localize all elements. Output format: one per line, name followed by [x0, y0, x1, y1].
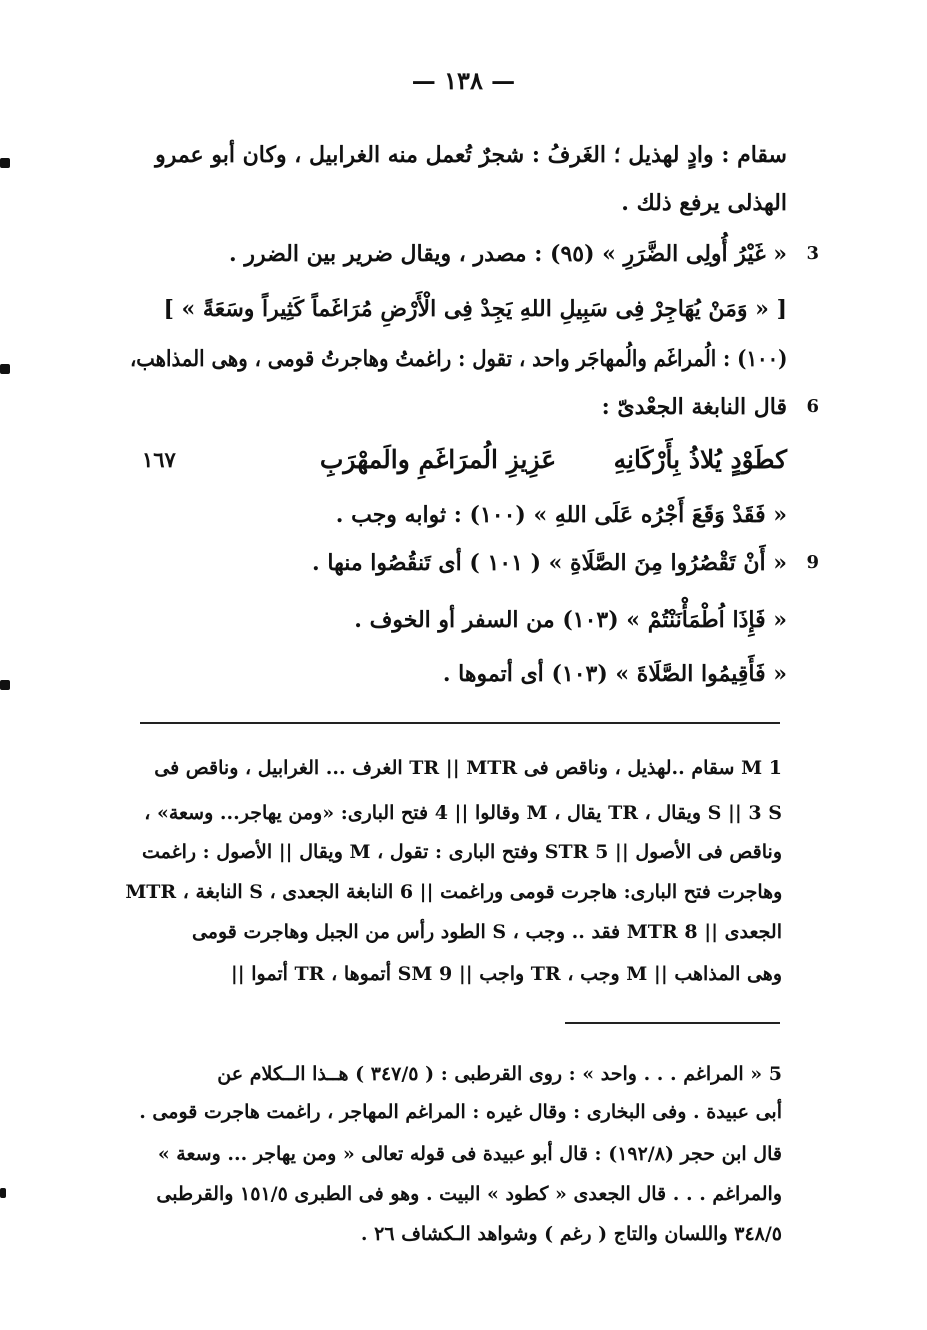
apparatus-line-3: وناقص فى الأصول || 5 STR وفتح البارى : تقول ، M ويقال || الأصول : راغمت — [142, 841, 782, 863]
body-line-9: « فَإِذَا اُطْمَأْنَنْتُمْ » (١٠٣) من السفر أو الخوف . — [354, 607, 787, 633]
page-number: — ١٣٨ — — [411, 66, 516, 95]
note-line-5: ٣٤٨/٥ واللسان والتاج ( رغم ) وشواهد الـكشاف ٢٦ . — [360, 1223, 782, 1245]
apparatus-line-4: وهاجرت فتح البارى: هاجرت قومى وراغمت || 6 النابغة الجعدى ، S النابغة ، MTR — [124, 881, 782, 903]
apparatus-line-2: S || 3 S ويقال ، TR يقال ، M وقالوا || 4 فتح البارى: «ومن يهاجر... وسعة» ، — [144, 802, 782, 824]
note-line-4: والمراغم . . . قال الجعدى « كطود » البيت . وهو فى الطبرى ١٥١/٥ والقرطبى — [156, 1183, 782, 1205]
line-number-3: 3 — [806, 243, 819, 264]
body-line-1: سقام : وادٍ لهذيل ؛ الغَرفُ : شجرٌ تُعمل منه الغرابيل ، وكان أبو عمرو — [155, 142, 787, 168]
body-line-3: « غَيْرُ أُولِى الضَّرَرِ » (٩٥) : مصدر ، ويقال ضرير بين الضرر . — [229, 241, 787, 267]
body-line-5: (١٠٠) : الُمراغَم والُمهاجَر واحد ، تقول : راغمتُ وهاجرتُ قومى ، وهى المذاهب، — [129, 346, 787, 372]
body-line-4: [ « وَمَنْ يُهَاجِرْ فِى سَبِيلِ اللهِ يَجِدْ فِى الْأَرْضِ مُرَاغَماً كَثِيراً وسَعَةً » ] — [163, 296, 787, 322]
notes-divider — [565, 1022, 780, 1024]
scan-edge-mark — [0, 364, 10, 374]
note-line-1: 5 « المراغم . . . واحد » : روى القرطبى : ( ٣٤٧/٥ ) هــذا الــكلام عن — [217, 1063, 782, 1085]
body-line-6: قال النابغة الجعْدىّ : — [601, 394, 787, 420]
note-line-3: قال ابن حجر (١٩٢/٨) : قال أبو عبيدة فى قوله تعالى « ومن يهاجر ... وسعة » — [157, 1143, 782, 1165]
body-line-2: الهذلى يرفع ذلك . — [621, 190, 787, 216]
apparatus-line-6: وهى المذاهب || M وجب ، TR واجب || 9 SM أتموها ، TR أتموا || — [230, 963, 782, 985]
poetry-verse — [227, 440, 787, 480]
apparatus-divider — [140, 722, 780, 724]
scan-edge-mark — [0, 158, 10, 168]
verse-number: ١٦٧ — [142, 447, 176, 472]
line-number-6: 6 — [806, 396, 819, 417]
line-number-9: 9 — [806, 552, 819, 573]
apparatus-line-5: الجعدى || 8 MTR فقد .. وجب ، S الطود رأس من الجبل وهاجرت قومى — [191, 921, 782, 943]
apparatus-line-1: 1 M سقام ..لهذيل ، وناقص فى TR || MTR الغرف ... الغرابيل ، وناقص فى — [154, 757, 782, 779]
scan-edge-mark — [0, 1188, 6, 1198]
body-line-8: « أَنْ تَقْصُرُوا مِنَ الصَّلَاةِ » ( ١٠١ ) أى تَنقُصُوا منها . — [312, 550, 787, 576]
verse-second-hemistich: عَزِيزِ الُمرَاغَمِ والَمهْرَبِ — [319, 445, 557, 474]
verse-first-hemistich: كطَوْدٍ يُلاذُ بِأَرْكَانِهِ — [613, 445, 787, 474]
body-line-7: « فَقَدْ وَقَعَ أَجْرُه عَلَى اللهِ » (١٠٠) : ثوابه وجب . — [335, 502, 787, 528]
body-line-10: « فَأَقِيمُوا الصَّلَاةَ » (١٠٣) أى أتموها . — [442, 661, 787, 687]
scan-edge-mark — [0, 680, 10, 690]
note-line-2: أبى عبيدة . وفى البخارى : وقال غيره : المراغم المهاجر ، راغمت هاجرت قومى . — [139, 1101, 782, 1123]
